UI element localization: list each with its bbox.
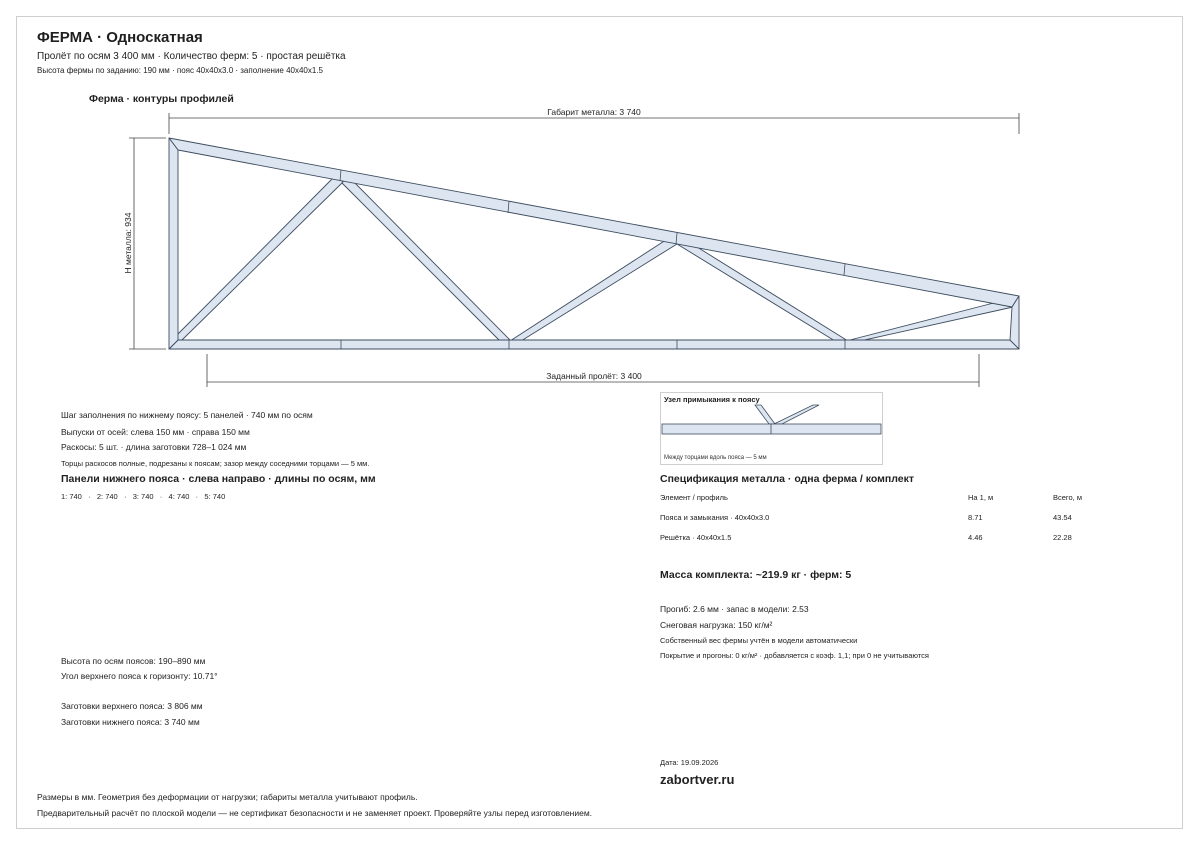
- node-inset-caption: Между торцами вдоль пояса — 5 мм: [664, 455, 767, 461]
- dim-bottom-label: Заданный пролёт: 3 400: [546, 371, 642, 381]
- brace-1: [171, 175, 343, 341]
- drawing-heading: Ферма · контуры профилей: [89, 93, 234, 105]
- footer-note-dimensions: Размеры в мм. Геометрия без деформации от нагрузки; габариты металла учитывают профиль.: [37, 792, 418, 802]
- node-inset-title: Узел примыкания к поясу: [664, 395, 760, 404]
- header-summary: Пролёт по осям 3 400 мм · Количество ферм: 5 · простая решётка: [37, 51, 346, 62]
- left-post: [169, 138, 178, 349]
- spec-col-per-one: На 1, м: [968, 493, 994, 502]
- spec-row-chords-total: 43.54: [1053, 513, 1072, 522]
- note-roofing: Покрытие и прогоны: 0 кг/м² · добавляется с коэф. 1,1; при 0 не учитываются: [660, 651, 929, 660]
- panels-heading: Панели нижнего пояса · слева направо · длины по осям, мм: [61, 473, 376, 485]
- note-top-blanks: Заготовки верхнего пояса: 3 806 мм: [61, 701, 203, 711]
- spec-heading: Спецификация металла · одна ферма / комплект: [660, 473, 915, 485]
- spec-row-lattice-name: Решётка · 40x40x1.5: [660, 533, 732, 542]
- note-bottom-blanks: Заготовки нижнего пояса: 3 740 мм: [61, 717, 200, 727]
- note-deflection: Прогиб: 2.6 мм · запас в модели: 2.53: [660, 604, 809, 614]
- truss-drawing: [0, 0, 1200, 400]
- spec-row-lattice-total: 22.28: [1053, 533, 1072, 542]
- document-date: Дата: 19.09.2026: [660, 758, 719, 767]
- page-title: ФЕРМА · Односкатная: [37, 29, 203, 46]
- node-inset: [660, 392, 883, 465]
- note-overhangs: Выпуски от осей: слева 150 мм · справа 150 мм: [61, 427, 250, 437]
- note-braces: Раскосы: 5 шт. · длина заготовки 728–1 024 мм: [61, 442, 247, 452]
- bottom-chord: [169, 340, 1019, 349]
- panels-list: 1: 740 · 2: 740 · 3: 740 · 4: 740 · 5: 740: [61, 492, 226, 501]
- spec-row-lattice-per-one: 4.46: [968, 533, 983, 542]
- spec-row-chords-name: Пояса и замыкания · 40x40x3.0: [660, 513, 770, 522]
- dim-left-label: Н металла: 934: [123, 212, 133, 274]
- brace-5: [846, 298, 1013, 341]
- spec-col-total: Всего, м: [1053, 493, 1082, 502]
- node-inset-drawing: [661, 393, 882, 464]
- note-brace-ends: Торцы раскосов полные, подрезаны к поясам; зазор между соседними торцами — 5 мм.: [61, 459, 370, 468]
- brand-name: zabortver.ru: [660, 772, 735, 787]
- spec-row-chords-per-one: 8.71: [968, 513, 983, 522]
- note-fill-step: Шаг заполнения по нижнему поясу: 5 панелей · 740 мм по осям: [61, 410, 313, 420]
- spec-mass: Масса комплекта: ~219.9 кг · ферм: 5: [660, 569, 852, 581]
- note-heights: Высота по осям поясов: 190–890 мм: [61, 656, 206, 666]
- dim-top-label: Габарит металла: 3 740: [547, 107, 641, 117]
- footer-disclaimer: Предварительный расчёт по плоской модели — не сертификат безопасности и не заменяет проект. Проверяйте узлы перед изготовлением.: [37, 808, 593, 818]
- brace-3: [510, 236, 677, 341]
- note-angle: Угол верхнего пояса к горизонту: 10.71°: [61, 671, 218, 681]
- note-self-weight: Собственный вес фермы учтён в модели автоматически: [660, 636, 858, 645]
- header-details: Высота фермы по заданию: 190 мм · пояс 40x40x3.0 · заполнение 40x40x1.5: [37, 66, 323, 75]
- note-snow-load: Снеговая нагрузка: 150 кг/м²: [660, 620, 773, 630]
- spec-col-element: Элемент / профиль: [660, 493, 728, 502]
